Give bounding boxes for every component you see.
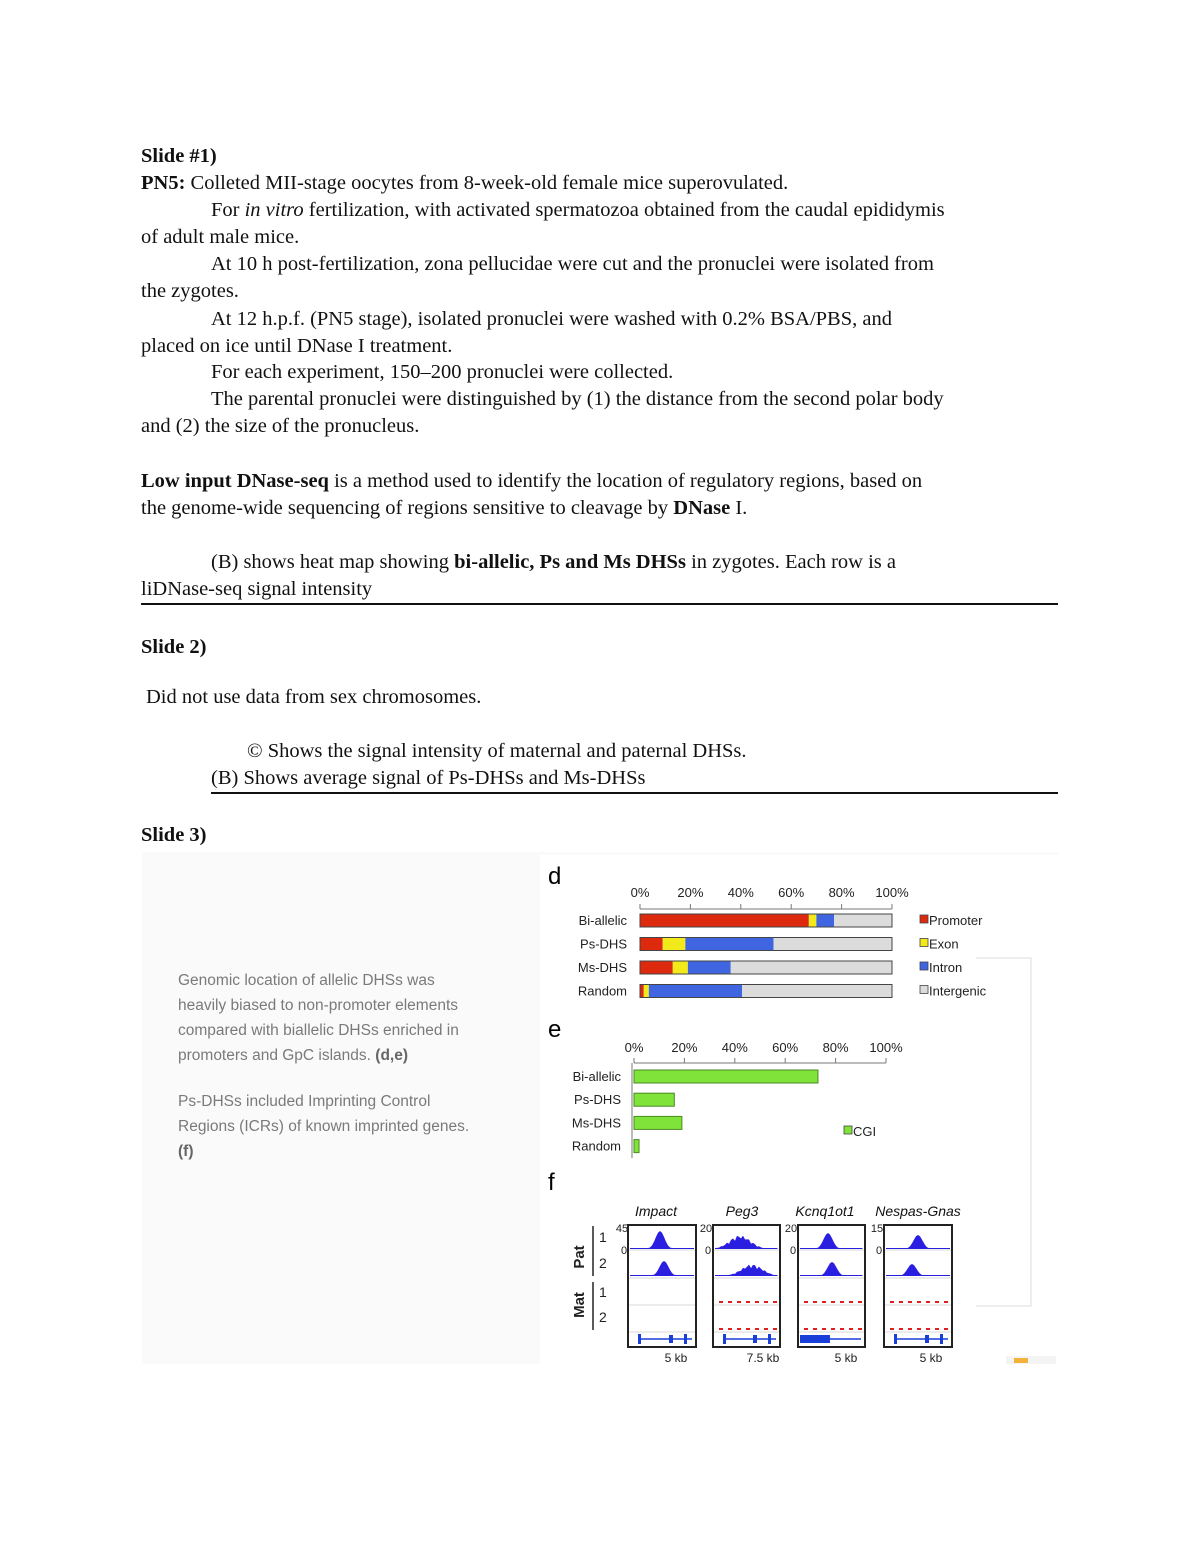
axis-tick-label: 100% (869, 1040, 903, 1055)
maternal-signal-mark (831, 1328, 835, 1330)
maternal-signal-mark (804, 1301, 808, 1303)
slide1-12h-line: At 12 h.p.f. (PN5 stage), isolated pronuclei were washed with 0.2% BSA/PBS, and (211, 308, 892, 330)
maternal-signal-mark (935, 1328, 939, 1330)
axis-tick-label: 40% (721, 1040, 748, 1055)
legend-swatch (920, 986, 928, 994)
maternal-signal-mark (858, 1328, 862, 1330)
maternal-signal-mark (849, 1301, 853, 1303)
row-group-label: Mat (571, 1292, 588, 1318)
in-vitro-italic: in vitro (244, 199, 304, 221)
gene-exon-block (800, 1335, 830, 1343)
axis-tick-label: 20% (677, 885, 704, 900)
y-min-label: 0 (620, 1245, 628, 1257)
figure-corner-mark-accent (1014, 1358, 1028, 1363)
maternal-signal-mark (831, 1301, 835, 1303)
maternal-signal-mark (908, 1328, 912, 1330)
track-row-label: 2 (599, 1309, 607, 1325)
bar-segment (685, 938, 773, 951)
text-span: the genome-wide sequencing of regions sensitive to cleavage by (141, 497, 674, 519)
maternal-signal-mark (926, 1301, 930, 1303)
slide1-10h-cont: the zygotes. (141, 280, 239, 302)
y-max-label: 15 (870, 1223, 884, 1235)
summary-figure-ref: (d,e) (375, 1047, 409, 1064)
maternal-signal-mark (813, 1301, 817, 1303)
track-row-label: 2 (599, 1255, 607, 1271)
text-span: is a method used to identify the location of regulatory regions, based on (328, 470, 923, 492)
maternal-signal-mark (773, 1301, 777, 1303)
locus-name: Peg3 (725, 1203, 759, 1219)
pn5-label: PN5: (141, 172, 186, 194)
bar-segment (731, 961, 892, 974)
legend-swatch (920, 962, 928, 970)
text-span: fertilization, with activated spermatozoa obtained from the caudal epididymis (303, 199, 945, 221)
summary-line: heavily biased to non-promoter elements (178, 997, 459, 1014)
maternal-signal-mark (899, 1301, 903, 1303)
legend-swatch (844, 1126, 852, 1134)
maternal-signal-mark (822, 1301, 826, 1303)
text-span: promoters and GpC islands. (178, 1047, 376, 1064)
axis-tick-label: 40% (727, 885, 754, 900)
track-row-label: 1 (599, 1229, 607, 1245)
maternal-signal-mark (773, 1328, 777, 1330)
maternal-signal-mark (944, 1328, 948, 1330)
category-label: Ps-DHS (574, 1092, 621, 1108)
maternal-signal-mark (804, 1328, 808, 1330)
maternal-signal-mark (926, 1328, 930, 1330)
slide1-parental-cont: and (2) the size of the pronucleus. (141, 415, 420, 437)
maternal-signal-mark (755, 1328, 759, 1330)
bar (634, 1140, 639, 1153)
text-span: I. (730, 497, 748, 519)
maternal-signal-mark (737, 1328, 741, 1330)
maternal-signal-mark (719, 1301, 723, 1303)
slide1-fertilization-cont: of adult male mice. (141, 226, 300, 248)
text-span: in zygotes. Each row is a (685, 551, 897, 573)
bar-segment (688, 961, 731, 974)
category-label: Ps-DHS (580, 936, 627, 952)
maternal-signal-mark (890, 1328, 894, 1330)
maternal-signal-mark (899, 1328, 903, 1330)
axis-tick-label: 60% (772, 1040, 799, 1055)
y-min-label: 0 (875, 1245, 883, 1257)
gene-exon (638, 1334, 641, 1344)
pn5-text: Colleted MII-stage oocytes from 8-week-old female mice superovulated. (185, 172, 789, 194)
legend-label: Exon (929, 936, 959, 952)
category-label: Random (571, 1138, 621, 1154)
icr-line: Ps-DHSs included Imprinting Control (178, 1093, 431, 1110)
slide1-heatmap-cont: liDNase-seq signal intensity (141, 578, 373, 600)
gene-exon (925, 1335, 929, 1343)
locus-name: Nespas-Gnas (875, 1203, 961, 1219)
gene-exon (894, 1334, 897, 1344)
maternal-signal-mark (728, 1301, 732, 1303)
maternal-signal-mark (728, 1328, 732, 1330)
category-label: Ms-DHS (571, 1115, 621, 1131)
maternal-signal-mark (917, 1328, 921, 1330)
maternal-signal-mark (917, 1301, 921, 1303)
slide2-sex-chromosomes-line: Did not use data from sex chromosomes. (146, 686, 482, 708)
dnase-bold: DNase (673, 497, 731, 519)
legend-swatch (920, 915, 928, 923)
legend-label: Intergenic (929, 983, 987, 999)
scale-bar-label: 5 kb (664, 1351, 688, 1365)
category-label: Bi-allelic (572, 1069, 621, 1084)
gene-exon (940, 1334, 943, 1344)
gene-exon (669, 1335, 673, 1343)
bar (634, 1116, 682, 1129)
text-span: For (211, 199, 245, 221)
bar-segment (809, 914, 817, 927)
scale-bar-label: 5 kb (919, 1351, 943, 1365)
bar-segment (834, 914, 892, 927)
summary-line: Genomic location of allelic DHSs was (178, 972, 435, 989)
bar (634, 1093, 674, 1106)
slide1-12h-cont: placed on ice until DNase I treatment. (141, 335, 453, 357)
axis-tick-label: 80% (828, 885, 855, 900)
bar (634, 1070, 818, 1083)
slide2-signal-intensity-line: © Shows the signal intensity of maternal and paternal DHSs. (247, 740, 747, 762)
maternal-signal-mark (944, 1301, 948, 1303)
bar-segment (640, 914, 809, 927)
text-span: (B) shows heat map showing (211, 551, 455, 573)
y-min-label: 0 (789, 1245, 797, 1257)
maternal-signal-mark (737, 1301, 741, 1303)
bar-segment (649, 985, 742, 998)
bar-segment (673, 961, 688, 974)
maternal-signal-mark (849, 1328, 853, 1330)
gene-exon (768, 1334, 771, 1344)
maternal-signal-mark (840, 1328, 844, 1330)
legend-label: Intron (929, 960, 963, 975)
bar-segment (644, 985, 649, 998)
panel-label-d: d (548, 863, 562, 890)
y-max-label: 20 (699, 1223, 713, 1235)
maternal-signal-mark (840, 1301, 844, 1303)
panel-label-f: f (548, 1169, 555, 1196)
icr-figure-ref: (f) (178, 1143, 194, 1160)
y-max-label: 45 (615, 1223, 629, 1235)
maternal-signal-mark (764, 1301, 768, 1303)
axis-tick-label: 20% (671, 1040, 698, 1055)
slide1-heading: Slide #1) (141, 145, 217, 167)
gene-exon (753, 1335, 757, 1343)
gene-exon (723, 1334, 726, 1344)
axis-tick-label: 0% (624, 1040, 644, 1055)
maternal-signal-mark (813, 1328, 817, 1330)
dhs-bold: bi-allelic, Ps and Ms DHSs (454, 551, 686, 573)
scale-bar-label: 7.5 kb (746, 1351, 780, 1365)
locus-name: Impact (634, 1203, 678, 1219)
maternal-signal-mark (746, 1328, 750, 1330)
slide3-heading: Slide 3) (141, 824, 207, 846)
maternal-signal-mark (908, 1301, 912, 1303)
figure-corner-mark (1006, 1356, 1056, 1364)
slide1-10h-line: At 10 h post-fertilization, zona pellucidae were cut and the pronuclei were isolated from (211, 253, 934, 275)
locus-name: Kcnq1ot1 (795, 1203, 855, 1219)
slide1-parental-line: The parental pronuclei were distinguished by (1) the distance from the second polar body (211, 388, 944, 410)
axis-tick-label: 0% (630, 885, 650, 900)
panel-label-e: e (548, 1016, 562, 1043)
gene-exon (684, 1334, 687, 1344)
slide1-experiment-line: For each experiment, 150–200 pronuclei were collected. (211, 361, 674, 383)
legend-label: CGI (853, 1124, 877, 1139)
axis-tick-label: 100% (875, 885, 909, 900)
track-row-label: 1 (599, 1284, 607, 1300)
legend-swatch (920, 939, 928, 947)
maternal-signal-mark (822, 1328, 826, 1330)
maternal-signal-mark (764, 1328, 768, 1330)
row-group-label: Pat (571, 1245, 588, 1269)
category-label: Bi-allelic (578, 913, 627, 928)
axis-tick-label: 80% (822, 1040, 849, 1055)
axis-tick-label: 60% (778, 885, 805, 900)
y-max-label: 20 (784, 1223, 798, 1235)
maternal-signal-mark (890, 1301, 894, 1303)
bar-segment (663, 938, 686, 951)
maternal-signal-mark (935, 1301, 939, 1303)
category-label: Random (577, 983, 627, 999)
legend-label: Promoter (929, 913, 983, 928)
bar-segment (816, 914, 834, 927)
maternal-signal-mark (858, 1301, 862, 1303)
bar-segment (640, 938, 663, 951)
scale-bar-label: 5 kb (834, 1351, 858, 1365)
maternal-signal-mark (719, 1328, 723, 1330)
slide2-average-signal-line: (B) Shows average signal of Ps-DHSs and Ms-DHSs (211, 767, 646, 789)
bar-segment (640, 985, 644, 998)
summary-line: compared with biallelic DHSs enriched in (178, 1022, 459, 1039)
dnaseq-bold: Low input DNase-seq (141, 470, 329, 492)
bar-segment (774, 938, 892, 951)
maternal-signal-mark (755, 1301, 759, 1303)
bar-segment (640, 961, 673, 974)
category-label: Ms-DHS (577, 960, 627, 975)
maternal-signal-mark (746, 1301, 750, 1303)
bar-segment (742, 985, 892, 998)
y-min-label: 0 (704, 1245, 712, 1257)
icr-line: Regions (ICRs) of known imprinted genes. (178, 1118, 470, 1135)
slide2-heading: Slide 2) (141, 636, 207, 658)
